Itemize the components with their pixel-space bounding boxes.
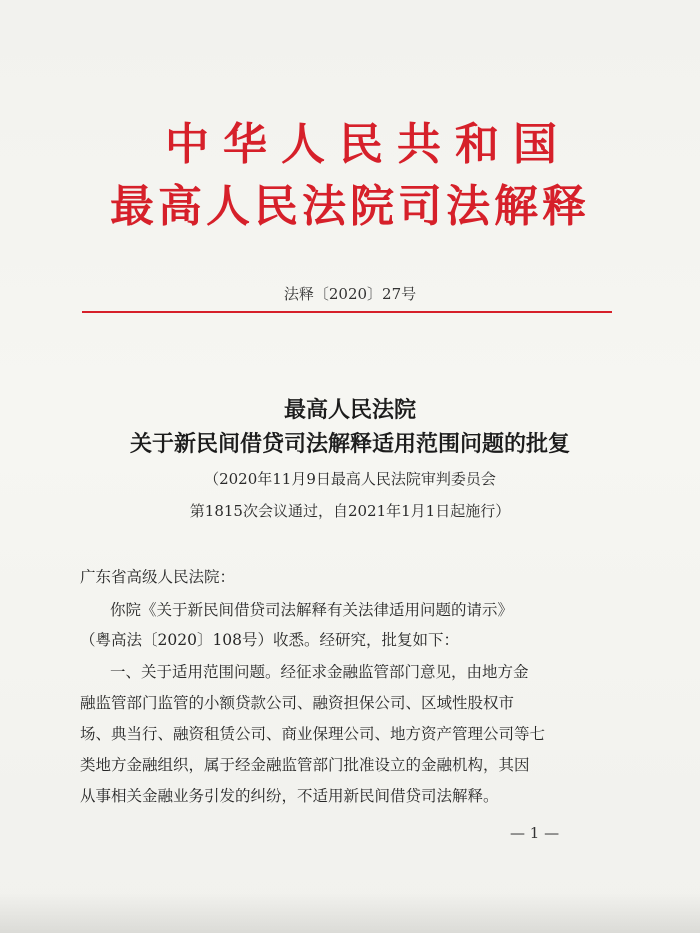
body-line: 融监管部门监管的小额贷款公司、融资担保公司、区域性股权市 [80,694,515,712]
document-number: 法释〔2020〕27号 [283,285,417,303]
page-number: — 1 — [510,824,560,842]
body-line: 类地方金融组织，属于经金融监管部门批准设立的金融机构，其因 [80,756,530,774]
header-line-2: 最高人民法院司法解释 [110,181,590,232]
header-line-1: 中华人民共和国 [165,119,571,170]
body-line: 你院《关于新民间借贷司法解释有关法律适用问题的请示》 [110,601,514,619]
subtitle-line-1: （2020年11月9日最高人民法院审判委员会 [204,470,496,488]
title-line-1: 最高人民法院 [283,397,416,423]
title-line-2: 关于新民间借贷司法解释适用范围问题的批复 [129,431,570,457]
subtitle-line-2: 第1815次会议通过，自2021年1月1日起施行） [189,502,511,520]
body-line: 场、典当行、融资租赁公司、商业保理公司、地方资产管理公司等七 [80,725,546,743]
body-line: 一、关于适用范围问题。经征求金融监管部门意见，由地方金 [110,663,529,681]
red-divider [82,311,612,313]
body-line: 从事相关金融业务引发的纠纷，不适用新民间借贷司法解释。 [80,787,499,805]
body-line: （粤高法〔2020〕108号）收悉。经研究，批复如下： [80,631,460,649]
addressee: 广东省高级人民法院： [80,568,236,586]
